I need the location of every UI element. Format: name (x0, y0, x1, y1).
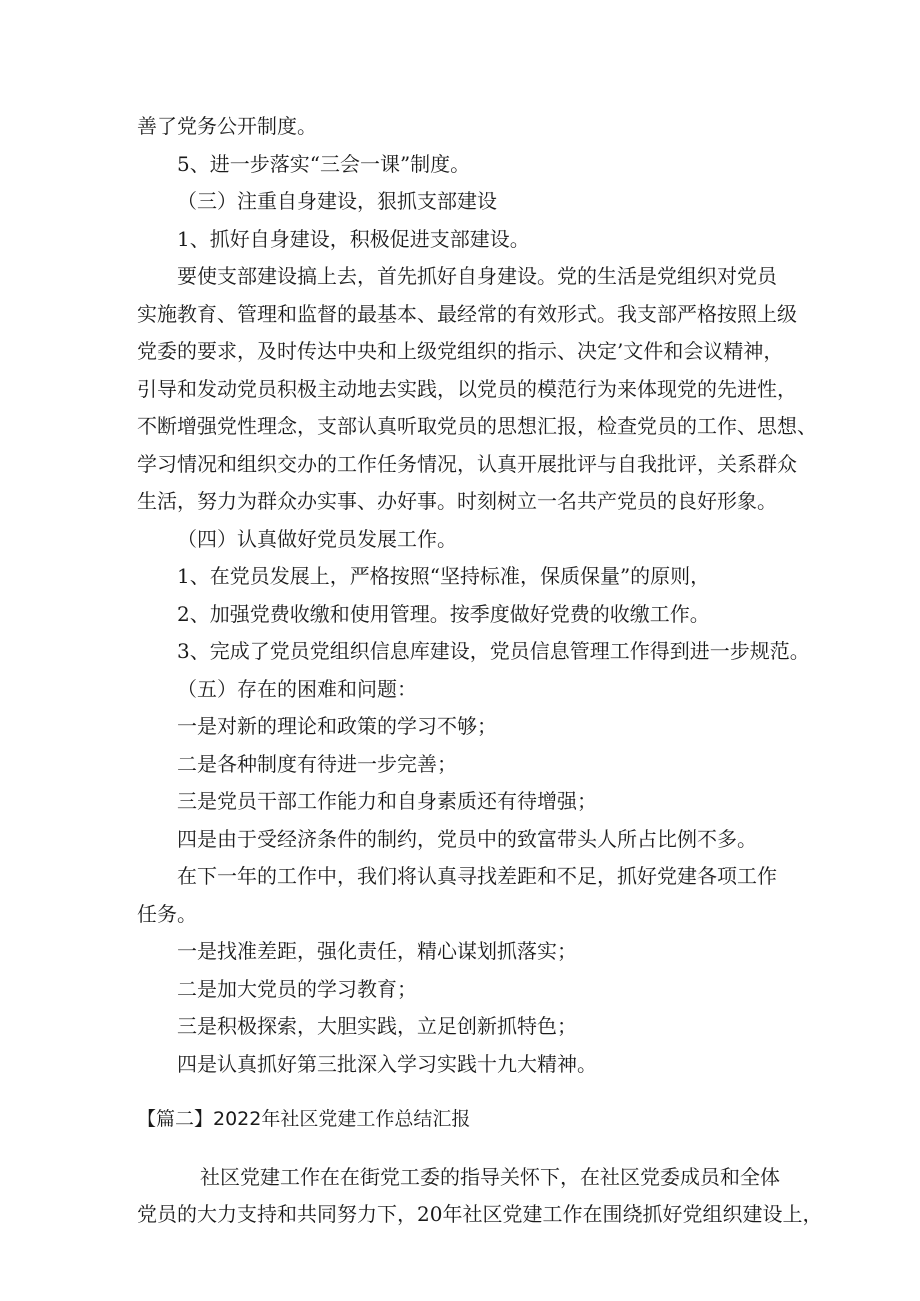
text-line: 实施教育、管理和监督的最基本、最经常的有效形式。我支部严格按照上级 (137, 302, 797, 326)
text-line: 社区党建工作在在街党工委的指导关怀下，在社区党委成员和全体 (200, 1165, 780, 1189)
text-line: 在下一年的工作中，我们将认真寻找差距和不足，抓好党建各项工作 (177, 864, 777, 888)
text-line: 二是加大党员的学习教育； (177, 977, 417, 1001)
text-line: 一是对新的理论和政策的学习不够； (177, 714, 497, 738)
text-line: 三是积极探索，大胆实践，立足创新抓特色； (177, 1014, 577, 1038)
text-line: 2、加强党费收缴和使用管理。按季度做好党费的收缴工作。 (177, 602, 710, 626)
text-line: 不断增强党性理念，支部认真听取党员的思想汇报，检查党员的工作、思想、 (137, 414, 817, 438)
text-line: 善了党务公开制度。 (137, 114, 317, 138)
text-line: 3、完成了党员党组织信息库建设，党员信息管理工作得到进一步规范。 (177, 639, 810, 663)
section-heading: （五）存在的困难和问题： (177, 677, 417, 701)
text-line: 党员的大力支持和共同努力下，20年社区党建工作在围绕抓好党组织建设上， (137, 1202, 823, 1226)
text-line: 党委的要求，及时传达中央和上级党组织的指示、决定’文件和会议精神， (137, 339, 784, 363)
text-line: 要使支部建设搞上去，首先抓好自身建设。党的生活是党组织对党员 (177, 264, 777, 288)
text-line: 学习情况和组织交办的工作任务情况，认真开展批评与自我批评，关系群众 (137, 452, 797, 476)
section-heading: （三）注重自身建设，狠抓支部建设 (177, 189, 497, 213)
text-line: 三是党员干部工作能力和自身素质还有待增强； (177, 789, 597, 813)
article-heading: 【篇二】2022年社区党建工作总结汇报 (137, 1108, 471, 1130)
text-line: 5、进一步落实“三会一课”制度。 (177, 152, 471, 176)
text-line: 生活，努力为群众办实事、办好事。时刻树立一名共产党员的良好形象。 (137, 489, 777, 513)
text-line: 任务。 (137, 902, 197, 926)
text-line: 引导和发动党员积极主动地去实践，以党员的模范行为来体现党的先进性， (137, 377, 797, 401)
text-line: 一是找准差距，强化责任，精心谋划抓落实； (177, 939, 577, 963)
text-line: 四是认真抓好第三批深入学习实践十九大精神。 (177, 1052, 597, 1076)
text-line: 1、在党员发展上，严格按照“坚持标准，保质保量”的原则， (177, 564, 711, 588)
section-heading: （四）认真做好党员发展工作。 (177, 527, 457, 551)
text-line: 四是由于受经济条件的制约，党员中的致富带头人所占比例不多。 (177, 827, 757, 851)
text-line: 二是各种制度有待进一步完善； (177, 752, 457, 776)
text-line: 1、抓好自身建设，积极促进支部建设。 (177, 227, 530, 251)
